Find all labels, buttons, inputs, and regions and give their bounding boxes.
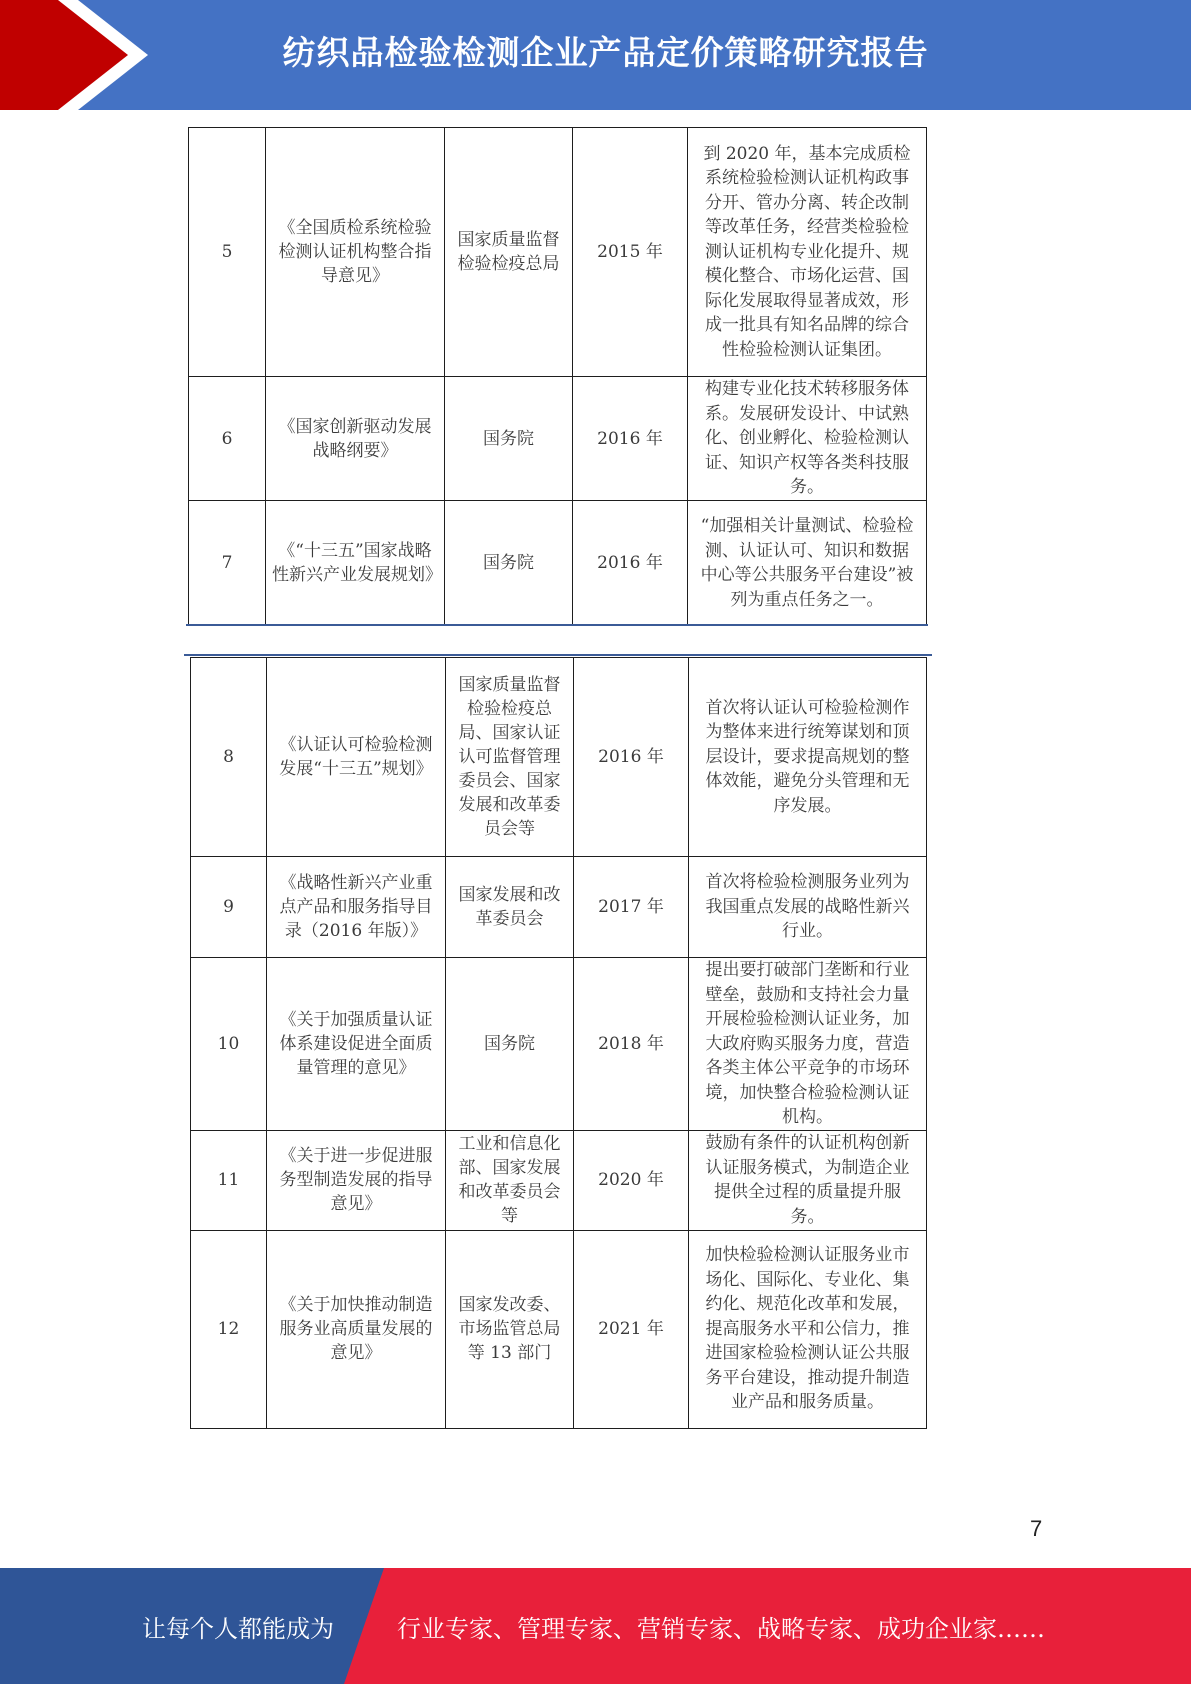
issuing-agency: 国务院: [445, 501, 573, 626]
row-number: 9: [191, 857, 267, 958]
table-row: [189, 377, 927, 501]
table-divider-line: [184, 654, 932, 656]
table-row: [191, 1230, 927, 1428]
row-number: 11: [191, 1130, 267, 1230]
issue-year: 2016 年: [574, 658, 689, 857]
issuing-agency: 国家质量监督检验检疫总局、国家认证认可监督管理委员会、国家发展和改革委员会等: [446, 658, 574, 857]
policy-description: 到 2020 年，基本完成质检系统检验检测认证机构政事分开、管办分离、转企改制等改革任务，经营类检验检测认证机构专业化提升、规模化整合、市场化运营、国际化发展取得显著成效，形成一批具有知名品牌的综合性检验检测认证集团。: [688, 128, 927, 377]
table-row: [191, 658, 927, 857]
issuing-agency: 工业和信息化部、国家发展和改革委员会等: [446, 1130, 574, 1230]
table-row: [191, 1130, 927, 1230]
row-number: 8: [191, 658, 267, 857]
issue-year: 2020 年: [574, 1130, 689, 1230]
row-number: 5: [189, 128, 266, 377]
issuing-agency: 国务院: [445, 377, 573, 501]
page-number: 7: [1030, 1516, 1043, 1541]
page-header: [0, 0, 1191, 110]
policy-name: 《认证认可检验检测发展“十三五”规划》: [267, 658, 446, 857]
page-footer: [0, 1568, 1191, 1684]
issuing-agency: 国家发展和改革委员会: [446, 857, 574, 958]
policy-description: 构建专业化技术转移服务体系。发展研发设计、中试熟化、创业孵化、检验检测认证、知识产权等各类科技服务。: [688, 377, 927, 501]
row-number: 6: [189, 377, 266, 501]
policy-name: 《战略性新兴产业重点产品和服务指导目录（2016 年版）》: [267, 857, 446, 958]
issue-year: 2015 年: [573, 128, 688, 377]
policy-name: 《“十三五”国家战略性新兴产业发展规划》: [266, 501, 445, 626]
policy-table-part1: [188, 127, 927, 626]
issuing-agency: 国务院: [446, 958, 574, 1131]
policy-description: 首次将检验检测服务业列为我国重点发展的战略性新兴行业。: [689, 857, 927, 958]
issue-year: 2018 年: [574, 958, 689, 1131]
issue-year: 2017 年: [574, 857, 689, 958]
row-number: 12: [191, 1230, 267, 1428]
policy-description: 提出要打破部门垄断和行业壁垒，鼓励和支持社会力量开展检验检测认证业务，加大政府购买服务力度，营造各类主体公平竞争的市场环境，加快整合检验检测认证机构。: [689, 958, 927, 1131]
table-row: [189, 128, 927, 377]
policy-description: “加强相关计量测试、检验检测、认证认可、知识和数据中心等公共服务平台建设”被列为重点任务之一。: [688, 501, 927, 626]
policy-table-part2: [190, 657, 927, 1429]
policy-name: 《关于加强质量认证体系建设促进全面质量管理的意见》: [267, 958, 446, 1131]
issue-year: 2021 年: [574, 1230, 689, 1428]
row-number: 7: [189, 501, 266, 626]
table-row: [191, 857, 927, 958]
issue-year: 2016 年: [573, 377, 688, 501]
row-number: 10: [191, 958, 267, 1131]
footer-slogan-right: 行业专家、管理专家、营销专家、战略专家、成功企业家……: [397, 1615, 1045, 1643]
policy-name: 《关于加快推动制造服务业高质量发展的意见》: [267, 1230, 446, 1428]
policy-description: 加快检验检测认证服务业市场化、国际化、专业化、集约化、规范化改革和发展，提高服务水平和公信力，推进国家检验检测认证公共服务平台建设，推动提升制造业产品和服务质量。: [689, 1230, 927, 1428]
header-arrow-icon: [0, 0, 160, 110]
issuing-agency: 国家质量监督检验检疫总局: [445, 128, 573, 377]
document-title: 纺织品检验检测企业产品定价策略研究报告: [282, 33, 929, 72]
table-row: [189, 501, 927, 626]
footer-slogan-left: 让每个人都能成为: [142, 1615, 334, 1643]
policy-description: 首次将认证认可检验检测作为整体来进行统筹谋划和顶层设计，要求提高规划的整体效能，避免分头管理和无序发展。: [689, 658, 927, 857]
policy-description: 鼓励有条件的认证机构创新认证服务模式，为制造企业提供全过程的质量提升服务。: [689, 1130, 927, 1230]
policy-name: 《国家创新驱动发展战略纲要》: [266, 377, 445, 501]
issuing-agency: 国家发改委、市场监管总局等 13 部门: [446, 1230, 574, 1428]
table-row: [191, 958, 927, 1131]
policy-name: 《关于进一步促进服务型制造发展的指导意见》: [267, 1130, 446, 1230]
issue-year: 2016 年: [573, 501, 688, 626]
table-divider-line: [186, 624, 928, 626]
policy-name: 《全国质检系统检验检测认证机构整合指导意见》: [266, 128, 445, 377]
